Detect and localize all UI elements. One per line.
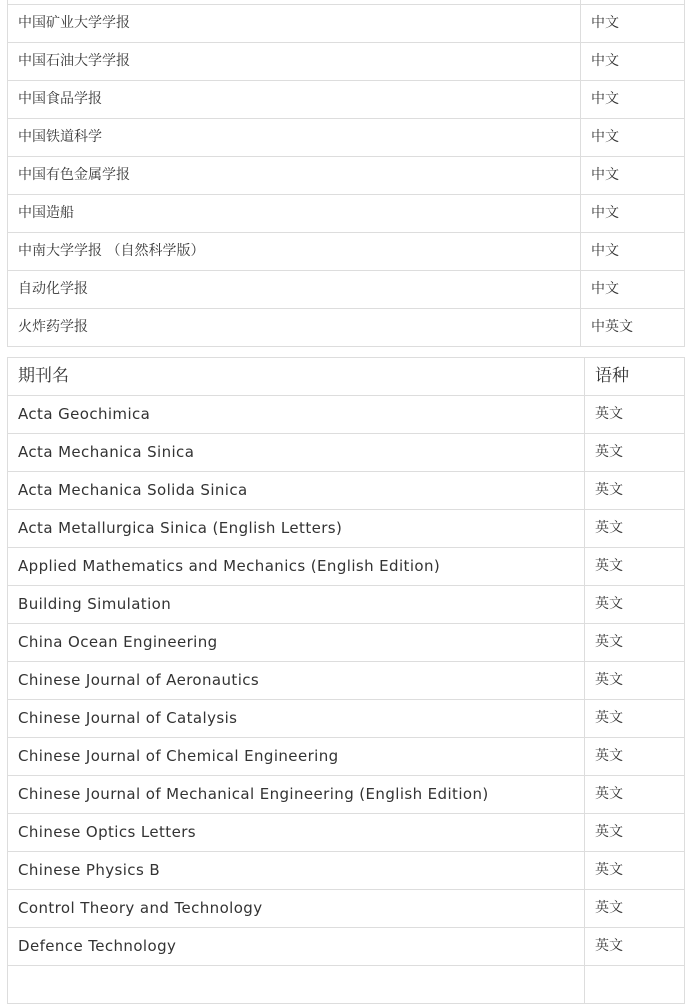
table-row — [8, 309, 685, 347]
table-row — [8, 776, 685, 814]
language-cell: 英文 — [585, 396, 685, 434]
language-cell: 英文 — [585, 738, 685, 776]
language-cell: 中文 — [581, 195, 685, 233]
table-row — [8, 928, 685, 966]
journal-name-cell: 中国石油大学学报 — [8, 43, 581, 81]
language-cell: 英文 — [585, 624, 685, 662]
journal-name-cell: Chinese Journal of Aeronautics — [8, 662, 585, 700]
table-row — [8, 624, 685, 662]
journal-name-cell: Applied Mathematics and Mechanics (English Edition) — [8, 548, 585, 586]
table-row — [8, 195, 685, 233]
language-cell: 中文 — [581, 157, 685, 195]
journal-name-cell: Chinese Journal of Mechanical Engineering (English Edition) — [8, 776, 585, 814]
chinese-journal-table-body — [8, 0, 685, 347]
journal-name-cell: Acta Geochimica — [8, 396, 585, 434]
language-cell: 英文 — [585, 776, 685, 814]
table-header-row — [8, 358, 685, 396]
language-cell: 中文 — [581, 271, 685, 309]
language-cell — [585, 966, 685, 1004]
table-row — [8, 271, 685, 309]
language-cell: 中文 — [581, 119, 685, 157]
language-cell: 英文 — [585, 852, 685, 890]
chinese-journal-table — [7, 0, 685, 347]
table-row — [8, 852, 685, 890]
journal-name-cell: Defence Technology — [8, 928, 585, 966]
journal-name-cell: Acta Metallurgica Sinica (English Letters) — [8, 510, 585, 548]
journal-name-cell: Chinese Physics B — [8, 852, 585, 890]
journal-name-cell: Chinese Journal of Catalysis — [8, 700, 585, 738]
table-row — [8, 157, 685, 195]
table-row — [8, 890, 685, 928]
language-cell: 中英文 — [581, 309, 685, 347]
language-cell: 英文 — [585, 586, 685, 624]
table-row — [8, 396, 685, 434]
journal-name-cell: 火炸药学报 — [8, 309, 581, 347]
language-cell: 中文 — [581, 81, 685, 119]
table-row — [8, 5, 685, 43]
language-cell: 英文 — [585, 890, 685, 928]
table-row — [8, 434, 685, 472]
language-cell: 英文 — [585, 472, 685, 510]
journal-name-cell: 中国铁道科学 — [8, 119, 581, 157]
journal-name-cell: Acta Mechanica Solida Sinica — [8, 472, 585, 510]
journal-name-cell: Chinese Optics Letters — [8, 814, 585, 852]
language-cell: 英文 — [585, 928, 685, 966]
journal-name-cell: China Ocean Engineering — [8, 624, 585, 662]
table-row — [8, 472, 685, 510]
journal-name-cell: Acta Mechanica Sinica — [8, 434, 585, 472]
table-row — [8, 586, 685, 624]
language-cell: 英文 — [585, 700, 685, 738]
journal-name-cell: 中国矿业大学学报 — [8, 5, 581, 43]
table-row — [8, 662, 685, 700]
table-row — [8, 510, 685, 548]
language-cell: 中文 — [581, 233, 685, 271]
english-journal-table-body — [8, 358, 685, 1004]
table-row — [8, 233, 685, 271]
table-row — [8, 814, 685, 852]
language-cell: 英文 — [585, 548, 685, 586]
journal-name-cell: 自动化学报 — [8, 271, 581, 309]
language-cell: 英文 — [585, 814, 685, 852]
journal-name-cell: Building Simulation — [8, 586, 585, 624]
language-cell: 中文 — [581, 5, 685, 43]
language-cell: 英文 — [585, 510, 685, 548]
language-cell: 英文 — [585, 434, 685, 472]
table-row — [8, 738, 685, 776]
table-row — [8, 81, 685, 119]
table-row — [8, 966, 685, 1004]
language-cell: 中文 — [581, 43, 685, 81]
english-journal-table — [7, 357, 685, 1004]
table-row — [8, 43, 685, 81]
language-header: 语种 — [585, 358, 685, 396]
table-row — [8, 700, 685, 738]
journal-name-header: 期刊名 — [8, 358, 585, 396]
journal-name-cell: Control Theory and Technology — [8, 890, 585, 928]
journal-name-cell: 中南大学学报 （自然科学版） — [8, 233, 581, 271]
journal-name-cell: 中国造船 — [8, 195, 581, 233]
language-cell: 英文 — [585, 662, 685, 700]
table-row — [8, 119, 685, 157]
journal-name-cell — [8, 966, 585, 1004]
journal-name-cell: 中国食品学报 — [8, 81, 581, 119]
table-row — [8, 548, 685, 586]
journal-name-cell: Chinese Journal of Chemical Engineering — [8, 738, 585, 776]
journal-name-cell: 中国有色金属学报 — [8, 157, 581, 195]
